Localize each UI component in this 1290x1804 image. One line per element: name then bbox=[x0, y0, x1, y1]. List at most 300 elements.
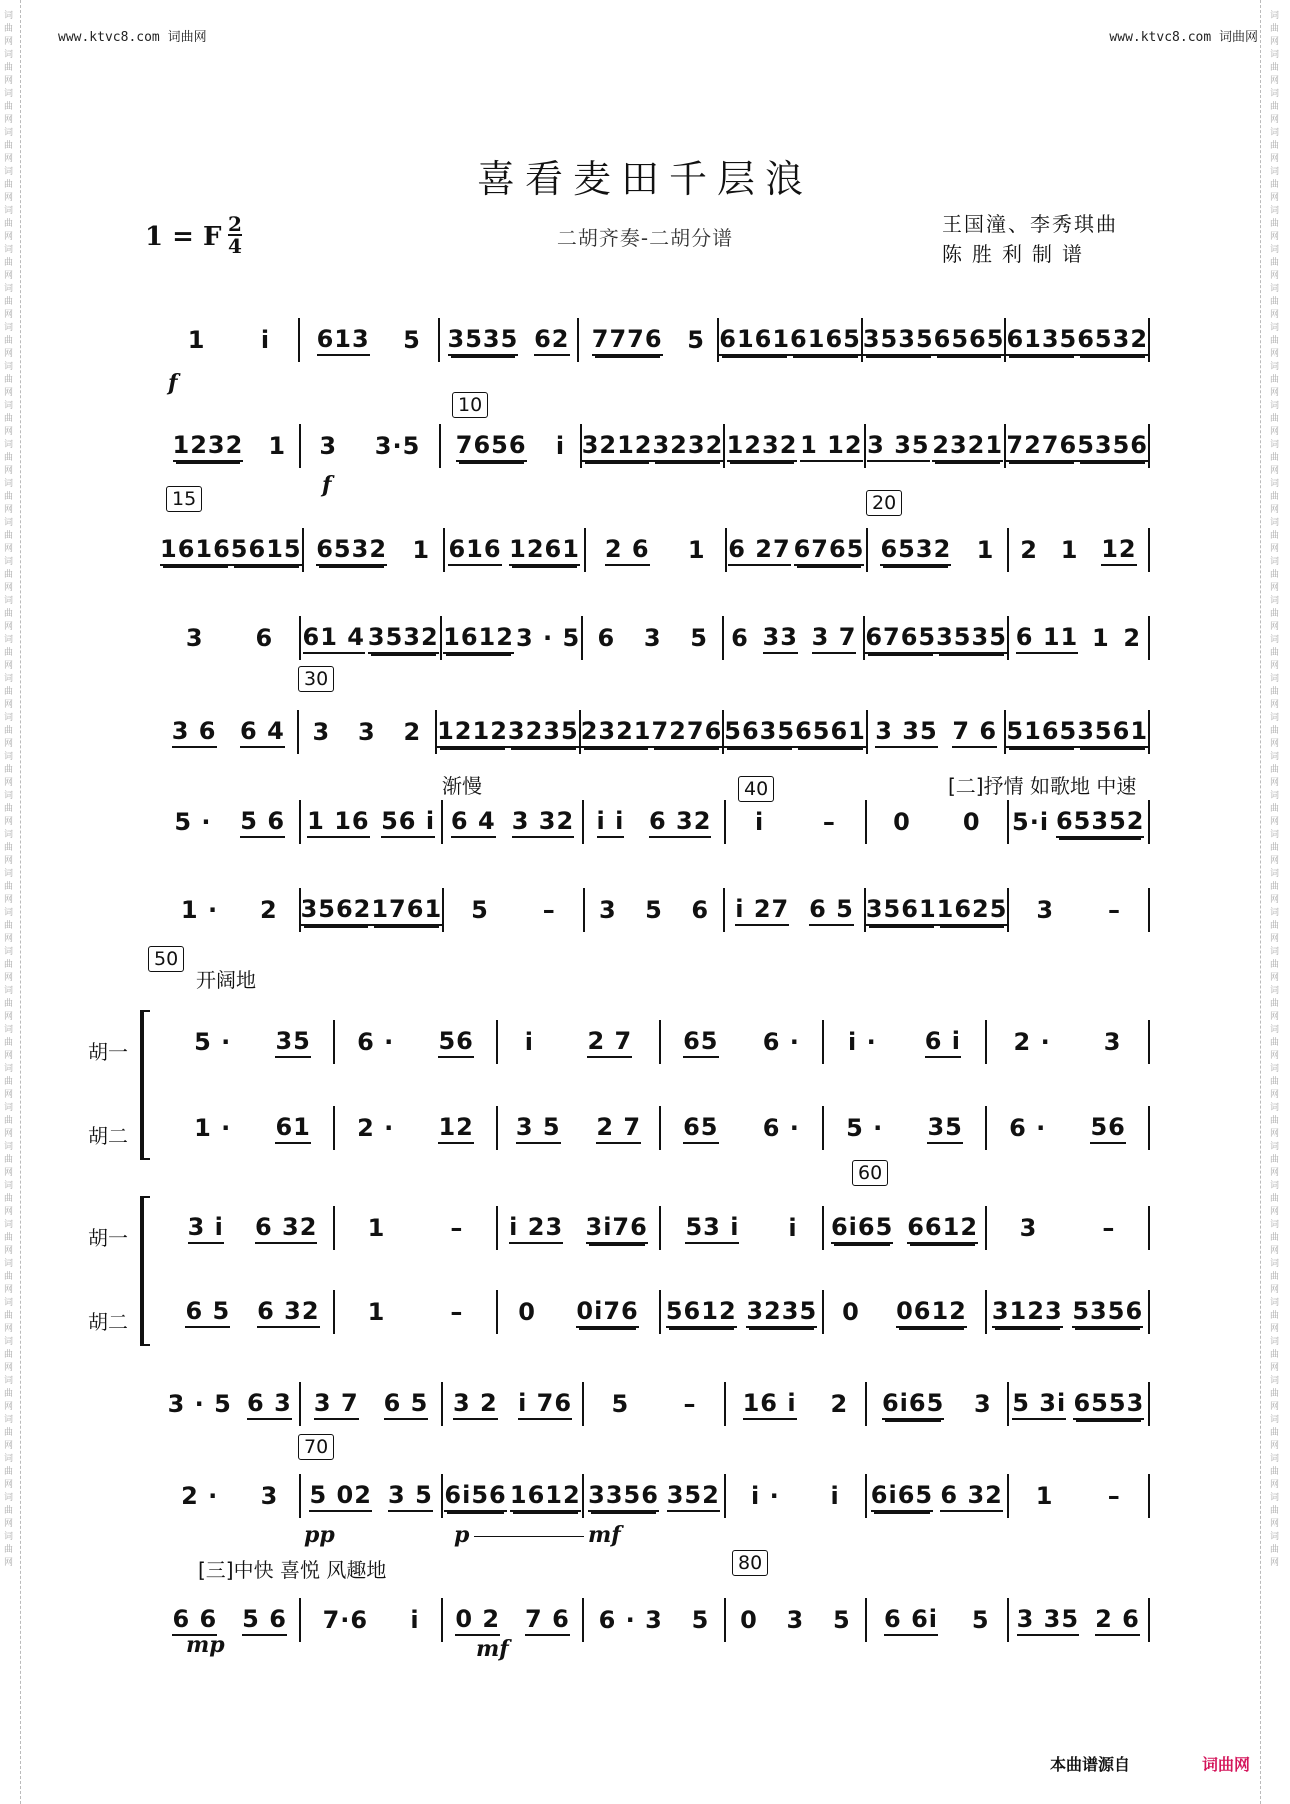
note-group: 6612 bbox=[907, 1213, 978, 1244]
measure bbox=[1007, 528, 1150, 572]
measure bbox=[822, 1290, 985, 1334]
note-group: 3 bbox=[1019, 1214, 1038, 1242]
note-group: 7776 bbox=[592, 325, 663, 356]
site-watermark-left: www.ktvc8.com 词曲网 bbox=[58, 30, 207, 45]
composer-credit: 王国潼、李秀琪曲 bbox=[942, 212, 1118, 236]
measure bbox=[985, 1106, 1150, 1150]
note-group: 3 35 bbox=[1017, 1605, 1079, 1636]
measure bbox=[333, 1106, 496, 1150]
measure bbox=[160, 710, 297, 754]
note-group: 2321 bbox=[581, 717, 652, 748]
note-group: 61 bbox=[275, 1113, 310, 1144]
left-edge-watermark: 词曲网词曲网词曲网词曲网词曲网词曲网词曲网词曲网词曲网词曲网词曲网词曲网词曲网词曲网词曲网词曲网词曲网词曲网词曲网词曲网词曲网词曲网词曲网词曲网词曲网词曲网词曲网词曲网词曲网词曲网词曲网词曲网词曲网词曲网词曲网词曲网词曲网词曲网词曲网词曲网 bbox=[4, 11, 14, 1568]
note-group: 3 bbox=[643, 624, 662, 652]
note-group: i bbox=[410, 1606, 420, 1634]
note-group: 6561 bbox=[795, 717, 866, 748]
measure bbox=[442, 888, 583, 932]
note-group: 3 35 bbox=[875, 717, 937, 748]
note-group: 6532 bbox=[316, 535, 387, 566]
note-group: 2 7 bbox=[587, 1027, 632, 1058]
note-group: 6 32 bbox=[649, 807, 711, 838]
measure bbox=[864, 888, 1008, 932]
measure bbox=[866, 528, 1007, 572]
measure bbox=[160, 1598, 299, 1642]
note-group: 16 i bbox=[743, 1389, 797, 1420]
note-group: 5 02 bbox=[309, 1481, 371, 1512]
measure bbox=[1007, 1474, 1150, 1518]
note-group: 1261 bbox=[509, 535, 580, 566]
system-bracket-2 bbox=[140, 1196, 150, 1346]
note-group: 6 i bbox=[925, 1027, 961, 1058]
note-group: – bbox=[1108, 896, 1122, 924]
rehearsal-mark-50: 50 bbox=[148, 946, 184, 972]
note-group: 5 · bbox=[174, 808, 212, 836]
note-group: 1 bbox=[187, 326, 206, 354]
measure bbox=[1007, 888, 1150, 932]
note-group: 6i65 bbox=[871, 1481, 933, 1512]
note-group: – bbox=[542, 896, 556, 924]
measure bbox=[1004, 424, 1150, 468]
dynamic-forte-1: f bbox=[168, 370, 178, 396]
note-group: 56 i bbox=[381, 807, 435, 838]
measure bbox=[160, 1474, 299, 1518]
measure bbox=[496, 1290, 659, 1334]
crescendo-hairpin bbox=[474, 1536, 584, 1537]
note-group: 3535 bbox=[448, 325, 519, 356]
note-group: 1616 bbox=[160, 535, 231, 566]
staff-line-11 bbox=[172, 1290, 1150, 1334]
measure bbox=[160, 616, 299, 660]
measure bbox=[584, 528, 725, 572]
rehearsal-mark-10: 10 bbox=[452, 392, 488, 418]
note-group: 3235 bbox=[508, 717, 579, 748]
note-group: 6 bbox=[731, 624, 749, 652]
note-group: 3356 bbox=[588, 1481, 659, 1512]
measure bbox=[1007, 1382, 1150, 1426]
site-watermark-right: www.ktvc8.com 词曲网 bbox=[1109, 30, 1258, 45]
note-group: i bbox=[830, 1482, 840, 1510]
note-group: 6 · 3 bbox=[598, 1606, 663, 1634]
measure bbox=[160, 800, 299, 844]
note-group: 3235 bbox=[746, 1297, 817, 1328]
measure bbox=[582, 800, 723, 844]
note-group: 3535 bbox=[863, 325, 934, 356]
note-group: 1 bbox=[1035, 1482, 1054, 1510]
note-group: 6 32 bbox=[257, 1297, 319, 1328]
measure bbox=[438, 318, 578, 362]
measure bbox=[579, 710, 723, 754]
measure bbox=[865, 1474, 1006, 1518]
measure bbox=[822, 1206, 985, 1250]
note-group: 3561 bbox=[1077, 717, 1148, 748]
measure bbox=[172, 1290, 333, 1334]
note-group: 6 5 bbox=[185, 1297, 230, 1328]
arranger-credit: 陈胜利制谱 bbox=[942, 242, 1092, 266]
note-group: 1 · bbox=[194, 1114, 232, 1142]
note-group: 3 bbox=[786, 1606, 805, 1634]
note-group: 6i65 bbox=[882, 1389, 944, 1420]
note-group: i · bbox=[751, 1482, 780, 1510]
measure bbox=[985, 1206, 1150, 1250]
note-group: 2 bbox=[1123, 624, 1142, 652]
measure-row bbox=[172, 1106, 1150, 1150]
section-three-heading: [三]中快 喜悦 风趣地 bbox=[198, 1558, 387, 1582]
measure bbox=[725, 528, 866, 572]
note-group: 2 bbox=[403, 718, 422, 746]
footer-source: 本曲谱源自 bbox=[1050, 1755, 1131, 1774]
time-denominator: 4 bbox=[228, 234, 242, 258]
time-numerator: 2 bbox=[228, 212, 242, 236]
measure bbox=[298, 318, 438, 362]
note-group: 3·5 bbox=[374, 432, 421, 460]
measure bbox=[865, 1598, 1006, 1642]
note-group: 6565 bbox=[934, 325, 1005, 356]
note-group: 3 bbox=[973, 1390, 992, 1418]
note-group: 2 7 bbox=[596, 1113, 641, 1144]
note-group: 3 2 bbox=[453, 1389, 498, 1420]
note-group: 5 · bbox=[194, 1028, 232, 1056]
note-group: 1 · bbox=[180, 896, 219, 924]
note-group: 5 3i bbox=[1012, 1389, 1066, 1420]
note-group: 3 bbox=[598, 896, 617, 924]
note-group: 5165 bbox=[1006, 717, 1077, 748]
note-group: i 27 bbox=[735, 895, 789, 926]
measure bbox=[864, 424, 1005, 468]
measure-row bbox=[172, 1020, 1150, 1064]
rehearsal-mark-70: 70 bbox=[298, 1434, 334, 1460]
measure bbox=[496, 1206, 659, 1250]
note-group: 6553 bbox=[1073, 1389, 1144, 1420]
measure bbox=[822, 1106, 985, 1150]
measure bbox=[863, 616, 1007, 660]
note-group: 613 bbox=[317, 325, 370, 356]
note-group: 3 5 bbox=[516, 1113, 561, 1144]
note-group: 6 32 bbox=[940, 1481, 1002, 1512]
measure bbox=[299, 1382, 440, 1426]
note-group: 6 · bbox=[357, 1028, 395, 1056]
note-group: 5 bbox=[403, 326, 421, 354]
left-margin-line bbox=[20, 0, 21, 1804]
measure bbox=[865, 800, 1006, 844]
measure bbox=[160, 424, 299, 468]
note-group: 1 bbox=[976, 536, 995, 564]
note-group: 1 bbox=[1060, 536, 1079, 564]
measure bbox=[723, 424, 864, 468]
note-group: 5 bbox=[833, 1606, 851, 1634]
measure bbox=[299, 888, 443, 932]
measure bbox=[861, 318, 1005, 362]
note-group: 5 bbox=[687, 326, 705, 354]
note-group: 1 12 bbox=[800, 431, 862, 462]
dynamic-mezzo-piano: mp bbox=[186, 1632, 225, 1658]
part-label-erhu2-b: 胡二 bbox=[88, 1310, 128, 1334]
note-group: 0 bbox=[518, 1298, 536, 1326]
measure bbox=[496, 1020, 659, 1064]
score-subtitle: 二胡齐奏-二胡分谱 bbox=[556, 226, 734, 250]
note-group: i bbox=[754, 808, 765, 836]
note-group: – bbox=[1107, 1482, 1121, 1510]
rehearsal-mark-20: 20 bbox=[866, 490, 902, 516]
measure bbox=[441, 1474, 582, 1518]
measure bbox=[441, 1598, 582, 1642]
measure bbox=[440, 616, 581, 660]
note-group: 12 bbox=[1101, 535, 1136, 566]
note-group: 65 bbox=[683, 1027, 718, 1058]
note-group: 1 bbox=[268, 432, 287, 460]
note-group: 1612 bbox=[510, 1481, 581, 1512]
note-group: 3 6 bbox=[172, 717, 217, 748]
measure bbox=[160, 528, 302, 572]
note-group: 3 bbox=[185, 624, 204, 652]
measure bbox=[582, 1598, 723, 1642]
note-group: 6i65 bbox=[831, 1213, 893, 1244]
note-group: 56 bbox=[438, 1027, 473, 1058]
measure bbox=[333, 1290, 496, 1334]
note-group: 1612 bbox=[443, 623, 514, 654]
note-group: 2321 bbox=[932, 431, 1003, 462]
measure bbox=[299, 1598, 440, 1642]
measure bbox=[659, 1206, 822, 1250]
note-group: 5615 bbox=[231, 535, 302, 566]
note-group: 6 6 bbox=[172, 1605, 217, 1636]
note-group: 5 bbox=[971, 1606, 990, 1634]
measure bbox=[1007, 800, 1150, 844]
note-group: 6765 bbox=[865, 623, 936, 654]
note-group: 3 · 5 bbox=[167, 1390, 232, 1418]
note-group: i i bbox=[597, 807, 625, 838]
note-group: 2 bbox=[1020, 536, 1038, 564]
measure bbox=[659, 1290, 822, 1334]
staff-line-1 bbox=[160, 318, 1150, 362]
note-group: 5 bbox=[690, 624, 708, 652]
note-group: 1 bbox=[367, 1298, 386, 1326]
note-group: 5 6 bbox=[242, 1605, 287, 1636]
note-group: i bbox=[555, 432, 566, 460]
note-group: 7 6 bbox=[952, 717, 997, 748]
note-group: 0612 bbox=[896, 1297, 967, 1328]
measure bbox=[172, 1020, 333, 1064]
note-group: i bbox=[524, 1028, 534, 1056]
measure bbox=[722, 616, 863, 660]
note-group: 1232 bbox=[173, 431, 244, 462]
note-group: 33 bbox=[763, 623, 798, 654]
note-group: 3 bbox=[312, 718, 331, 746]
note-group: i bbox=[788, 1214, 798, 1242]
measure bbox=[297, 710, 436, 754]
note-group: 6 4 bbox=[451, 807, 496, 838]
note-group: 5 · bbox=[846, 1114, 884, 1142]
note-group: 3 7 bbox=[812, 623, 857, 654]
measure bbox=[1004, 710, 1150, 754]
dynamic-mezzo-forte-1: mf bbox=[588, 1522, 621, 1548]
staff-line-2 bbox=[160, 424, 1150, 468]
note-group: 3561 bbox=[866, 895, 937, 926]
note-group: 6 11 bbox=[1016, 623, 1078, 654]
note-group: 5635 bbox=[724, 717, 795, 748]
note-group: 3 bbox=[1036, 896, 1055, 924]
note-group: 6 · bbox=[762, 1114, 800, 1142]
note-group: – bbox=[450, 1214, 464, 1242]
measure bbox=[443, 528, 584, 572]
rehearsal-mark-60: 60 bbox=[852, 1160, 888, 1186]
note-group: 6161 bbox=[719, 325, 790, 356]
note-group: 3123 bbox=[992, 1297, 1063, 1328]
note-group: 1 bbox=[412, 536, 431, 564]
measure bbox=[439, 424, 580, 468]
note-group: 2 · bbox=[181, 1482, 219, 1510]
staff-line-12 bbox=[160, 1382, 1150, 1426]
measure bbox=[435, 710, 579, 754]
measure bbox=[299, 424, 440, 468]
note-group: 5 6 bbox=[240, 807, 285, 838]
measure bbox=[441, 800, 582, 844]
measure-row bbox=[160, 888, 1150, 932]
measure bbox=[822, 1020, 985, 1064]
part-label-erhu2-a: 胡二 bbox=[88, 1124, 128, 1148]
measure bbox=[659, 1020, 822, 1064]
measure bbox=[496, 1106, 659, 1150]
note-group: 61 4 bbox=[303, 623, 365, 654]
note-group: 6 3 bbox=[247, 1389, 292, 1420]
expression-expansive: 开阔地 bbox=[196, 968, 256, 992]
measure bbox=[724, 1598, 865, 1642]
measure bbox=[299, 616, 440, 660]
note-group: 5612 bbox=[666, 1297, 737, 1328]
measure bbox=[160, 318, 298, 362]
measure bbox=[723, 888, 864, 932]
measure bbox=[441, 1382, 582, 1426]
note-group: 5·i bbox=[1012, 808, 1050, 836]
note-group: 5356 bbox=[1077, 431, 1148, 462]
measure bbox=[580, 424, 724, 468]
measure bbox=[577, 318, 717, 362]
note-group: 6 · bbox=[762, 1028, 800, 1056]
dynamic-piano: p bbox=[454, 1522, 470, 1548]
note-group: 6 5 bbox=[809, 895, 854, 926]
measure-row bbox=[160, 424, 1150, 468]
note-group: 6 27 bbox=[728, 535, 790, 566]
note-group: 3 bbox=[1103, 1028, 1122, 1056]
note-group: i 23 bbox=[509, 1213, 563, 1244]
note-group: – bbox=[683, 1390, 697, 1418]
note-group: 3 bbox=[319, 432, 338, 460]
measure-row bbox=[160, 800, 1150, 844]
staff-line-8 bbox=[172, 1020, 1150, 1064]
note-group: 3 7 bbox=[314, 1389, 359, 1420]
measure bbox=[985, 1290, 1150, 1334]
score-title: 喜看麦田千层浪 bbox=[476, 157, 813, 201]
dynamic-forte-2: f bbox=[322, 472, 332, 498]
measure-row bbox=[160, 1382, 1150, 1426]
note-group: 62 bbox=[534, 325, 569, 356]
note-group: 7656 bbox=[456, 431, 527, 462]
note-group: 3 bbox=[260, 1482, 279, 1510]
note-group: – bbox=[822, 808, 836, 836]
right-margin-line bbox=[1260, 0, 1261, 1804]
note-group: – bbox=[450, 1298, 464, 1326]
note-group: 35 bbox=[275, 1027, 310, 1058]
note-group: 7276 bbox=[1006, 431, 1077, 462]
note-group: 0 bbox=[962, 808, 981, 836]
measure bbox=[299, 800, 440, 844]
key-signature: 1 = F bbox=[145, 222, 222, 252]
rehearsal-mark-80: 80 bbox=[732, 1550, 768, 1576]
note-group: – bbox=[1102, 1214, 1116, 1242]
note-group: 12 bbox=[438, 1113, 473, 1144]
staff-line-7 bbox=[160, 888, 1150, 932]
note-group: 5 bbox=[691, 1606, 710, 1634]
note-group: i · bbox=[848, 1028, 877, 1056]
note-group: 2 · bbox=[357, 1114, 395, 1142]
rehearsal-mark-30: 30 bbox=[298, 666, 334, 692]
note-group: 1625 bbox=[937, 895, 1008, 926]
note-group: 3 · 5 bbox=[515, 624, 581, 652]
measure bbox=[172, 1206, 333, 1250]
measure bbox=[1007, 616, 1150, 660]
note-group: 6 bbox=[597, 624, 616, 652]
note-group: 0 bbox=[842, 1298, 860, 1326]
footer-site-link[interactable]: 词曲网 bbox=[1202, 1755, 1251, 1774]
staff-line-9 bbox=[172, 1106, 1150, 1150]
measure bbox=[724, 1382, 865, 1426]
ritardando-text: 渐慢 bbox=[442, 774, 482, 798]
note-group: 3562 bbox=[301, 895, 372, 926]
note-group: 65 bbox=[683, 1113, 718, 1144]
system-bracket-1 bbox=[140, 1010, 150, 1160]
note-group: 2 6 bbox=[605, 535, 650, 566]
note-group: 7·6 bbox=[322, 1606, 369, 1634]
measure-row bbox=[160, 318, 1150, 362]
staff-line-13 bbox=[160, 1474, 1150, 1518]
note-group: 6 32 bbox=[255, 1213, 317, 1244]
measure bbox=[865, 1382, 1006, 1426]
note-group: 0i76 bbox=[576, 1297, 638, 1328]
note-group: 5 bbox=[611, 1390, 630, 1418]
note-group: 65352 bbox=[1056, 807, 1145, 838]
note-group: 352 bbox=[667, 1481, 720, 1512]
note-group: 0 bbox=[740, 1606, 758, 1634]
staff-line-5 bbox=[160, 710, 1150, 754]
note-group: 3535 bbox=[936, 623, 1007, 654]
measure bbox=[717, 318, 861, 362]
note-group: 6i56 bbox=[444, 1481, 506, 1512]
right-edge-watermark: 词曲网词曲网词曲网词曲网词曲网词曲网词曲网词曲网词曲网词曲网词曲网词曲网词曲网词曲网词曲网词曲网词曲网词曲网词曲网词曲网词曲网词曲网词曲网词曲网词曲网词曲网词曲网词曲网词曲网词曲网词曲网词曲网词曲网词曲网词曲网词曲网词曲网词曲网词曲网词曲网 bbox=[1270, 11, 1280, 1568]
note-group: 6 bbox=[691, 896, 710, 924]
measure bbox=[659, 1106, 822, 1150]
measure bbox=[172, 1106, 333, 1150]
measure bbox=[1004, 318, 1150, 362]
measure bbox=[724, 1474, 865, 1518]
measure-row bbox=[160, 1474, 1150, 1518]
note-group: 56 bbox=[1090, 1113, 1125, 1144]
note-group: 6 bbox=[255, 624, 274, 652]
measure bbox=[722, 710, 866, 754]
note-group: 6 4 bbox=[240, 717, 285, 748]
note-group: 1 16 bbox=[307, 807, 369, 838]
measure bbox=[302, 528, 443, 572]
measure bbox=[160, 1382, 299, 1426]
note-group: 3 32 bbox=[512, 807, 574, 838]
note-group: i bbox=[260, 326, 271, 354]
note-group: 3212 bbox=[582, 431, 653, 462]
measure bbox=[333, 1206, 496, 1250]
measure-row bbox=[172, 1290, 1150, 1334]
note-group: 6 5 bbox=[384, 1389, 429, 1420]
note-group: 1 bbox=[367, 1214, 386, 1242]
measure bbox=[866, 710, 1005, 754]
measure bbox=[724, 800, 865, 844]
note-group: 6 · bbox=[1009, 1114, 1047, 1142]
